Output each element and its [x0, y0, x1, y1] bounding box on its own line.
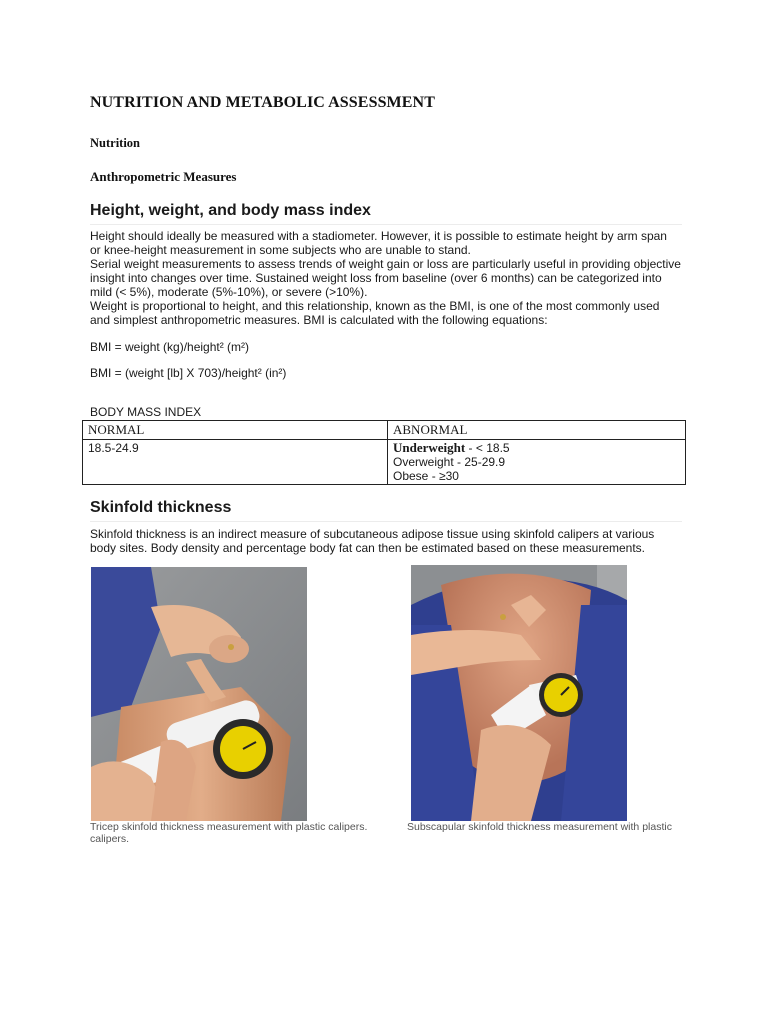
header-normal: NORMAL [83, 421, 388, 440]
skinfold-paragraph [90, 527, 686, 555]
text-line: Height should ideally be measured with a stadiometer. However, it is possible to estimate height by arm span [90, 229, 667, 243]
abnormal-range-cell [388, 440, 686, 485]
bmi-equation-metric: BMI = weight (kg)/height² (m²) [90, 340, 250, 354]
table-header-row [83, 421, 686, 440]
underweight-label: Underweight [393, 440, 466, 455]
text-line: insight into changes over time. Sustained weight loss from baseline (over 6 months) can be categorized into [90, 271, 662, 285]
text-line: and simplest anthropometric measures. BMI is calculated with the following equations: [90, 313, 548, 327]
text-line: Serial weight measurements to assess trends of weight gain or loss are particularly useful in providing objective [90, 257, 681, 271]
text-line: Skinfold thickness is an indirect measure of subcutaneous adipose tissue using skinfold calipers at various [90, 527, 655, 541]
tricep-photo [91, 567, 307, 821]
bmi-table [82, 420, 686, 485]
text-line: body sites. Body density and percentage body fat can then be estimated based on these measurements. [90, 541, 646, 555]
underweight-line [393, 441, 680, 455]
normal-range-cell: 18.5-24.9 [83, 440, 388, 485]
table-row [83, 440, 686, 485]
height-weight-heading: Height, weight, and body mass index [90, 202, 682, 225]
subsection-heading: Anthropometric Measures [90, 169, 237, 184]
height-weight-paragraph [90, 229, 686, 327]
caption-line: Tricep skinfold thickness measurement with plastic calipers. [90, 821, 368, 833]
bmi-equation-imperial: BMI = (weight [lb] X 703)/height² (in²) [90, 366, 287, 380]
caption-line: calipers. [90, 833, 130, 845]
tricep-caption [90, 821, 390, 845]
underweight-value: - < 18.5 [465, 441, 510, 455]
overweight-line: Overweight - 25-29.9 [393, 455, 506, 469]
tricep-photo-illustration [91, 567, 307, 821]
header-abnormal: ABNORMAL [388, 421, 686, 440]
skinfold-heading: Skinfold thickness [90, 499, 682, 522]
subscapular-caption: Subscapular skinfold thickness measurement with plastic [407, 821, 672, 833]
section-heading: Nutrition [90, 136, 140, 150]
text-line: Weight is proportional to height, and this relationship, known as the BMI, is one of the most commonly used [90, 299, 660, 313]
obese-line: Obese - ≥30 [393, 469, 459, 483]
bmi-table-caption: BODY MASS INDEX [90, 405, 202, 419]
document-title: NUTRITION AND METABOLIC ASSESSMENT [90, 94, 435, 111]
text-line: mild (< 5%), moderate (5%-10%), or severe (>10%). [90, 285, 368, 299]
subscapular-photo-illustration [411, 565, 627, 821]
subscapular-photo [411, 565, 627, 821]
text-line: or knee-height measurement in some subjects who are unable to stand. [90, 243, 471, 257]
